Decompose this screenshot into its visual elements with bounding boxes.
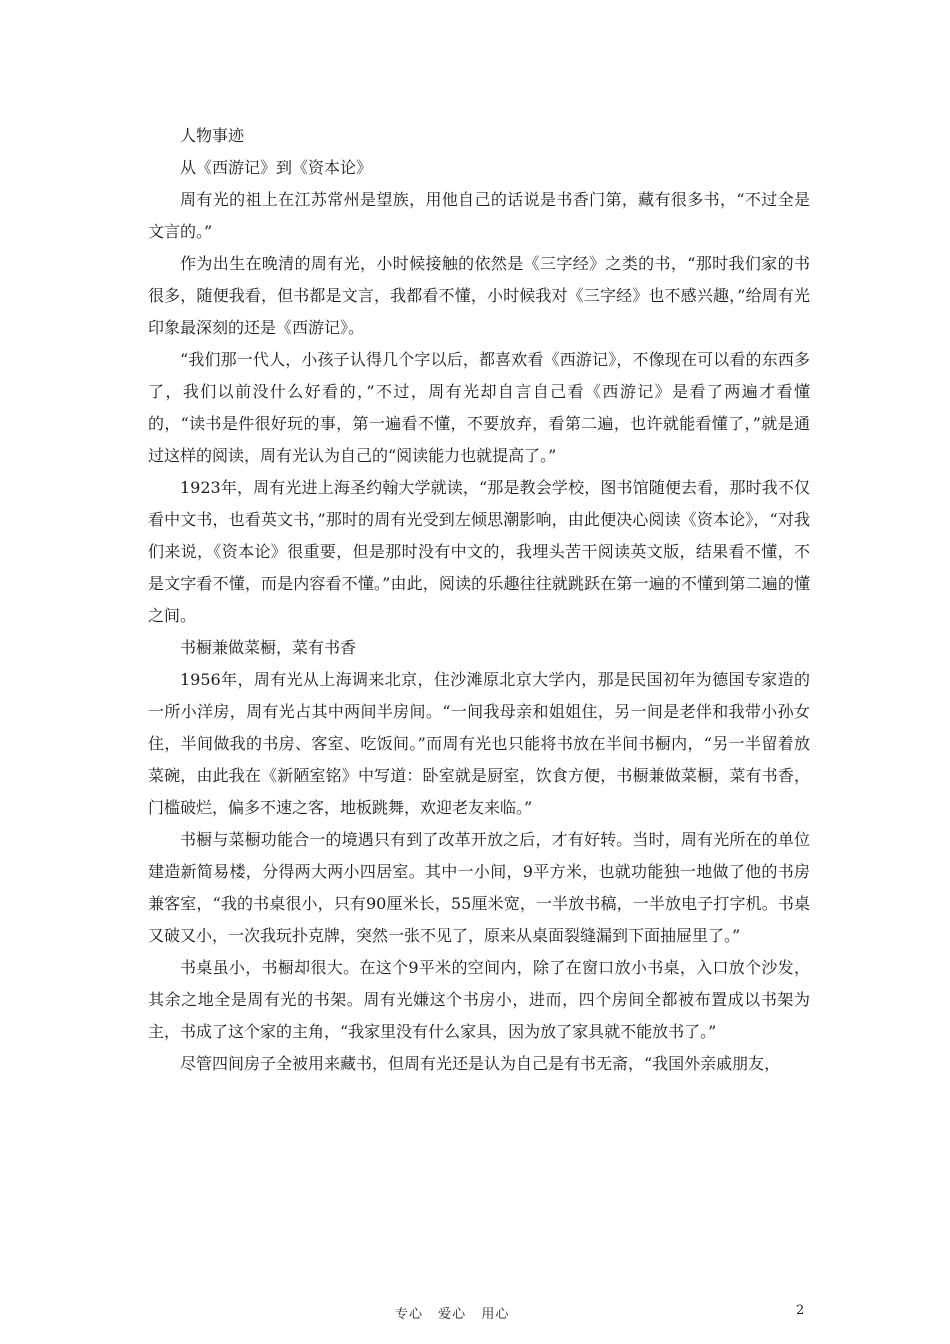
document-body: [148, 120, 810, 1080]
paragraph: 周有光的祖上在江苏常州是望族，用他自己的话说是书香门第，藏有很多书，“不过全是文言的。”: [148, 190, 810, 241]
paragraph: 1956年，周有光从上海调来北京，住沙滩原北京大学内，那是民国初年为德国专家造的一所小洋房，周有光占其中两间半房间。“一间我母亲和姐姐住，另一间是老伴和我带小孙女住，半间做我的书房、客室、吃饭间。”而周有光也只能将书放在半间书橱内，“另一半留着放菜碗，由此我在《新陋室铭》中写道：卧室就是厨室，饮食方便，书橱兼做菜橱，菜有书香，门槛破烂，偏多不速之客，地板跳舞，欢迎老友来临。”: [148, 670, 810, 817]
footer-motto-2: 爱心: [438, 1307, 467, 1322]
subtitle-journey-to-the-west-to-capital: 从《西游记》到《资本论》: [180, 158, 373, 177]
footer-motto-3: 用心: [481, 1307, 510, 1322]
paragraph: 作为出生在晚清的周有光，小时候接触的依然是《三字经》之类的书，“那时我们家的书很多，随便我看，但书都是文言，我都看不懂，小时候我对《三字经》也不感兴趣，”给周有光印象最深刻的还是《西游记》。: [148, 254, 810, 337]
subtitle-bookcase-cupboard: 书橱兼做菜橱，菜有书香: [180, 638, 357, 657]
paragraph: 1923年，周有光进上海圣约翰大学就读，“那是教会学校，图书馆随便去看，那时我不仅看中文书，也看英文书，”那时的周有光受到左倾思潮影响，由此便决心阅读《资本论》，“对我们来说，《资本论》很重要，但是那时没有中文的，我埋头苦干阅读英文版，结果看不懂，不是文字看不懂，而是内容看不懂。”由此，阅读的乐趣往往就跳跃在第一遍的不懂到第二遍的懂之间。: [148, 478, 810, 625]
section-title: 人物事迹: [180, 126, 245, 145]
footer-motto-1: 专心: [395, 1307, 424, 1322]
paragraph: “我们那一代人，小孩子认得几个字以后，都喜欢看《西游记》，不像现在可以看的东西多了，我们以前没什么好看的，”不过，周有光却自言自己看《西游记》是看了两遍才看懂的，“读书是件很好玩的事，第一遍看不懂，不要放弃，看第二遍，也许就能看懂了，”就是通过这样的阅读，周有光认为自己的“阅读能力也就提高了。”: [148, 350, 810, 465]
paragraph: 书桌虽小，书橱却很大。在这个9平米的空间内，除了在窗口放小书桌，入口放个沙发，其余之地全是周有光的书架。周有光嫌这个书房小，进而，四个房间全都被布置成以书架为主，书成了这个家的主角，“我家里没有什么家具，因为放了家具就不能放书了。”: [148, 958, 810, 1041]
page-footer: [0, 1303, 950, 1323]
paragraph: 书橱与菜橱功能合一的境遇只有到了改革开放之后，才有好转。当时，周有光所在的单位建造新简易楼，分得两大两小四居室。其中一小间，9平方米，也就功能独一地做了他的书房兼客室，“我的书桌很小，只有90厘米长，55厘米宽，一半放书稿，一半放电子打字机。书桌又破又小，一次我玩扑克牌，突然一张不见了，原来从桌面裂缝漏到下面抽屉里了。”: [148, 830, 810, 945]
paragraph: 尽管四间房子全被用来藏书，但周有光还是认为自己是有书无斋，“我国外亲戚朋友，: [180, 1054, 781, 1073]
page-number: 2: [796, 1303, 805, 1318]
footer-motto: [395, 1303, 519, 1322]
